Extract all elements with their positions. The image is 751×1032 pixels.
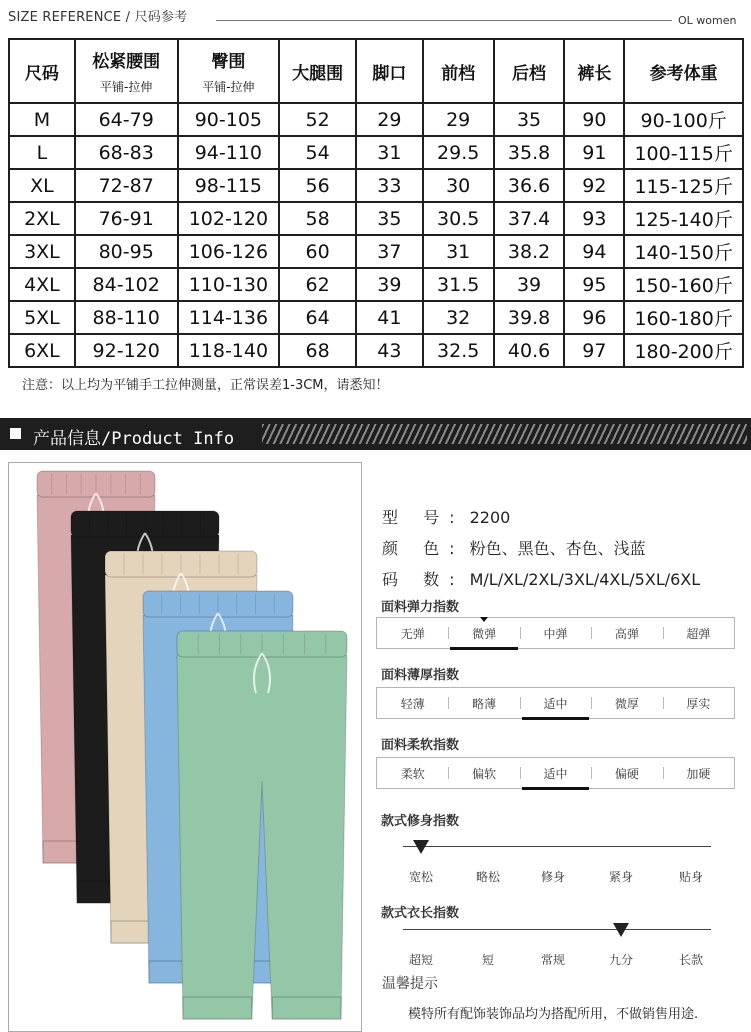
thickness-index-scale — [376, 687, 735, 719]
scale-option — [663, 758, 734, 788]
table-cell: 100-115斤 — [624, 136, 743, 169]
table-cell: 33 — [356, 169, 423, 202]
scale-option-label: 紧身 — [608, 870, 634, 884]
scale-option-label: 轻薄 — [400, 696, 425, 711]
table-row — [9, 301, 743, 334]
scale-option — [377, 688, 448, 718]
hatch-decoration — [262, 424, 747, 444]
table-cell: 39 — [356, 268, 423, 301]
table-cell: XL — [9, 169, 75, 202]
scale-option-label: 中弹 — [543, 626, 568, 641]
table-row — [9, 235, 743, 268]
scale-option — [663, 688, 734, 718]
table-cell: 35 — [494, 103, 565, 136]
table-cell: 35 — [356, 202, 423, 235]
spec-size-key: 码 数: — [382, 570, 465, 589]
scale-line — [403, 929, 711, 930]
table-cell: 80-95 — [75, 235, 178, 268]
scale-marker-icon — [413, 840, 429, 854]
softness-index-scale — [376, 757, 735, 789]
scale-option — [448, 758, 519, 788]
fit-index-scale — [381, 822, 711, 882]
table-cell: 35.8 — [494, 136, 565, 169]
column-header-label: 脚口 — [372, 63, 407, 84]
cuff — [272, 997, 341, 1019]
table-row — [9, 334, 743, 367]
table-cell: 64 — [279, 301, 356, 334]
table-cell: 56 — [279, 169, 356, 202]
cuff — [183, 997, 252, 1019]
page-header — [0, 0, 751, 36]
scale-marker-icon — [613, 923, 629, 937]
column-header — [624, 39, 743, 103]
table-body — [9, 103, 743, 367]
table-cell: 37 — [356, 235, 423, 268]
table-cell: 37.4 — [494, 202, 565, 235]
table-cell: 31.5 — [423, 268, 494, 301]
scale-option — [520, 618, 591, 648]
scale-option — [520, 688, 591, 718]
scale-option-label: 无弹 — [400, 626, 425, 641]
table-cell: 97 — [564, 334, 624, 367]
table-cell: 52 — [279, 103, 356, 136]
table-cell: 40.6 — [494, 334, 565, 367]
spec-size-value: M/L/XL/2XL/3XL/4XL/5XL/6XL — [469, 570, 701, 589]
scale-option-label: 超弹 — [686, 626, 711, 641]
table-cell: 32 — [423, 301, 494, 334]
table-cell: 72-87 — [75, 169, 178, 202]
spec-model-key: 型 号: — [382, 508, 465, 527]
table-cell: 150-160斤 — [624, 268, 743, 301]
table-cell: 2XL — [9, 202, 75, 235]
column-header-label: 臀围 — [211, 52, 246, 72]
table-cell: 31 — [356, 136, 423, 169]
spec-color — [382, 536, 646, 559]
table-cell: 94-110 — [178, 136, 280, 169]
table-cell: 115-125斤 — [624, 169, 743, 202]
table-cell: 160-180斤 — [624, 301, 743, 334]
table-row — [9, 202, 743, 235]
table-cell: 68 — [279, 334, 356, 367]
scale-option-label: 宽松 — [408, 870, 434, 884]
thickness-index-title: 面料薄厚指数 — [381, 668, 460, 683]
scale-option-label: 常规 — [540, 953, 566, 967]
scale-option-label: 微弹 — [472, 626, 497, 641]
scale-option-label: 略薄 — [472, 696, 497, 711]
table-cell: 29 — [423, 103, 494, 136]
scale-option-label: 厚实 — [686, 696, 711, 711]
table-cell: 54 — [279, 136, 356, 169]
size-chart-table — [8, 38, 744, 368]
measurement-note: 注意：以上均为平铺手工拉伸测量，正常误差1-3CM，请悉知！ — [22, 378, 389, 393]
column-header — [9, 39, 75, 103]
table-cell: 94 — [564, 235, 624, 268]
column-header — [494, 39, 565, 103]
table-cell: 6XL — [9, 334, 75, 367]
scale-option-label: 适中 — [543, 766, 568, 781]
spec-color-value: 粉色、黑色、杏色、浅蓝 — [469, 539, 646, 558]
scale-option-label: 偏软 — [472, 766, 497, 781]
square-icon — [10, 428, 21, 439]
column-header-label: 参考体重 — [649, 63, 718, 84]
table-cell: M — [9, 103, 75, 136]
scale-option-label: 贴身 — [678, 870, 704, 884]
length-index-scale — [381, 905, 711, 965]
table-cell: 93 — [564, 202, 624, 235]
table-row — [9, 268, 743, 301]
scale-option-label: 偏硬 — [614, 766, 639, 781]
selected-indicator — [450, 647, 517, 650]
scale-option — [448, 618, 519, 648]
scale-option — [520, 758, 591, 788]
table-cell: 29.5 — [423, 136, 494, 169]
product-info-bar — [0, 418, 751, 450]
product-info-title: 产品信息/Product Info — [33, 429, 235, 449]
table-cell: 58 — [279, 202, 356, 235]
table-row — [9, 103, 743, 136]
table-cell: 90 — [564, 103, 624, 136]
table-row — [9, 136, 743, 169]
table-cell: 110-130 — [178, 268, 280, 301]
table-cell: 5XL — [9, 301, 75, 334]
column-header — [564, 39, 624, 103]
table-cell: 95 — [564, 268, 624, 301]
scale-option-label: 略松 — [475, 870, 501, 884]
scale-option-label: 高弹 — [614, 626, 639, 641]
table-cell: 32.5 — [423, 334, 494, 367]
spec-model — [382, 505, 510, 528]
column-header-label: 尺码 — [24, 63, 59, 84]
table-cell: 76-91 — [75, 202, 178, 235]
table-cell: 30.5 — [423, 202, 494, 235]
brand-label: OL women — [678, 14, 737, 27]
column-header — [279, 39, 356, 103]
scale-option — [448, 688, 519, 718]
table-cell: 88-110 — [75, 301, 178, 334]
scale-option-label: 加硬 — [686, 766, 711, 781]
scale-line — [403, 846, 711, 847]
table-cell: 118-140 — [178, 334, 280, 367]
table-cell: 4XL — [9, 268, 75, 301]
column-header-label: 松紧腰围 — [92, 52, 161, 72]
spec-color-key: 颜 色: — [382, 539, 465, 558]
tip-title: 温馨提示 — [382, 976, 438, 992]
spec-model-value: 2200 — [469, 508, 511, 527]
scale-option-label: 柔软 — [400, 766, 425, 781]
column-header-label: 裤长 — [577, 63, 612, 84]
table-cell: 60 — [279, 235, 356, 268]
pants-illustration — [9, 463, 361, 1031]
scale-option-label: 短 — [481, 953, 495, 967]
size-reference-title: SIZE REFERENCE / 尺码参考 — [8, 10, 188, 25]
table-cell: 92 — [564, 169, 624, 202]
table-cell: 39.8 — [494, 301, 565, 334]
table-cell: 125-140斤 — [624, 202, 743, 235]
scale-option-label: 超短 — [408, 953, 434, 967]
table-cell: 31 — [423, 235, 494, 268]
table-cell: 43 — [356, 334, 423, 367]
column-header — [356, 39, 423, 103]
table-cell: 96 — [564, 301, 624, 334]
table-cell: 29 — [356, 103, 423, 136]
table-cell: 106-126 — [178, 235, 280, 268]
table-cell: 91 — [564, 136, 624, 169]
table-cell: 140-150斤 — [624, 235, 743, 268]
scale-option — [377, 618, 448, 648]
table-cell: 30 — [423, 169, 494, 202]
column-header-label: 后档 — [512, 63, 547, 84]
table-cell: 39 — [494, 268, 565, 301]
scale-option-label: 微厚 — [614, 696, 639, 711]
table-cell: 84-102 — [75, 268, 178, 301]
column-header — [75, 39, 178, 103]
column-header-sub: 平铺-拉伸 — [100, 80, 153, 94]
table-cell: 64-79 — [75, 103, 178, 136]
product-image — [8, 462, 362, 1032]
scale-option-label: 长款 — [678, 953, 704, 967]
column-header-sub: 平铺-拉伸 — [202, 80, 255, 94]
table-cell: 114-136 — [178, 301, 280, 334]
scale-option-label: 修身 — [540, 870, 566, 884]
table-cell: 180-200斤 — [624, 334, 743, 367]
scale-option — [591, 618, 662, 648]
column-header-label: 前档 — [441, 63, 476, 84]
scale-option-label: 适中 — [543, 696, 568, 711]
table-cell: 92-120 — [75, 334, 178, 367]
selected-indicator — [522, 787, 589, 790]
scale-option — [591, 758, 662, 788]
length-index-title: 款式衣长指数 — [381, 906, 460, 921]
scale-option — [591, 688, 662, 718]
softness-index-title: 面料柔软指数 — [381, 738, 460, 753]
table-cell: 41 — [356, 301, 423, 334]
spec-size — [382, 567, 700, 590]
tip-text: 模特所有配饰装饰品均为搭配所用，不做销售用途. — [408, 1007, 699, 1022]
table-cell: 36.6 — [494, 169, 565, 202]
scale-option-label: 九分 — [608, 953, 634, 967]
table-header-row — [9, 39, 743, 103]
scale-option — [377, 758, 448, 788]
header-divider — [216, 20, 672, 21]
column-header-label: 大腿围 — [292, 63, 344, 84]
column-header — [178, 39, 280, 103]
table-cell: 90-105 — [178, 103, 280, 136]
table-cell: 38.2 — [494, 235, 565, 268]
table-cell: 102-120 — [178, 202, 280, 235]
table-cell: L — [9, 136, 75, 169]
selected-indicator — [522, 717, 589, 720]
table-cell: 98-115 — [178, 169, 280, 202]
stretch-index-title: 面料弹力指数 — [381, 600, 460, 615]
stretch-index-scale — [376, 617, 735, 649]
table-cell: 90-100斤 — [624, 103, 743, 136]
column-header — [423, 39, 494, 103]
scale-option — [663, 618, 734, 648]
table-cell: 3XL — [9, 235, 75, 268]
table-row — [9, 169, 743, 202]
table-cell: 68-83 — [75, 136, 178, 169]
table-cell: 62 — [279, 268, 356, 301]
pointer-icon — [480, 617, 488, 622]
fit-index-title: 款式修身指数 — [381, 814, 460, 829]
